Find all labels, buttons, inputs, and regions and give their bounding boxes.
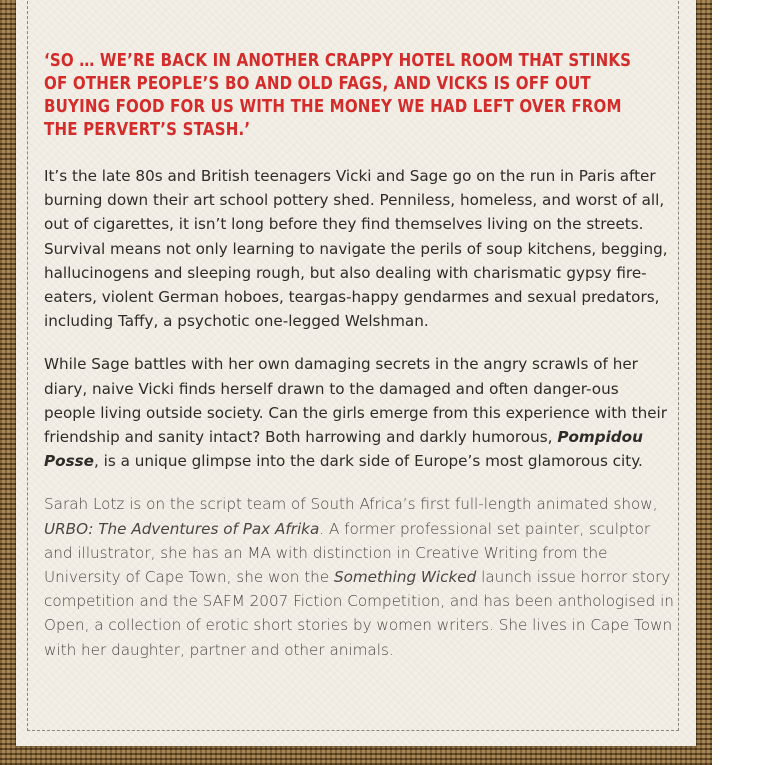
pull-quote: ‘SO … WE’RE BACK IN ANOTHER CRAPPY HOTEL ROOM THAT STINKS OF OTHER PEOPLE’S BO AND OLD FAGS, AND VICKS IS OFF OUT BUYING FOOD FOR US WITH THE MONEY WE HAD LEFT OVER FROM THE PERVERT’S STASH.’ xyxy=(44,51,632,140)
author-bio xyxy=(44,492,674,661)
synopsis-text: While Sage battles with her own damaging secrets in the angry scrawls of her diary, naive Vicki finds herself drawn to the damaged and often danger-ous people living outside society. Can the girls emerge from this experience with their friendship and sanity intact? Both harrowing and darkly humorous, xyxy=(44,355,668,447)
bio-text-3: launch issue horror story competition and the SAFM 2007 Fiction Competition, and has been anthologised in Open, a collection of erotic short stories by women writers. She lives in Cape Town with her daughter, partner and other animals. xyxy=(44,568,674,659)
synopsis-paragraph-1: It’s the late 80s and British teenagers Vicki and Sage go on the run in Paris after burning down their art school pottery shed. Penniless, homeless, and worst of all, out of cigarettes, it isn’t long before they find themselves living on the streets. Survival means not only learning to navigate the perils of soup kitchens, begging, hallucinogens and sleeping rough, but also dealing with charismatic gypsy fire-eaters, violent German hoboes, teargas-happy gendarmes and sexual predators, including Taffy, a psychotic one-legged Welshman. xyxy=(44,167,668,331)
book-title: Pompidou Posse xyxy=(44,428,643,471)
synopsis-paragraph-2 xyxy=(44,352,674,473)
synopsis-text-end: , is a unique glimpse into the dark side of Europe’s most glamorous city. xyxy=(93,452,643,471)
show-title: URBO: The Adventures of Pax Afrika xyxy=(44,519,320,538)
bio-text-2: . A former professional set painter, sculptor and illustrator, she has an MA with distinction in Creative Writing from the University of Cape Town, she won the xyxy=(44,519,651,587)
back-cover-text xyxy=(28,50,674,681)
bio-text-1: Sarah Lotz is on the script team of South Africa’s first full-length animated show, xyxy=(44,495,658,514)
competition-title: Something Wicked xyxy=(333,568,477,587)
